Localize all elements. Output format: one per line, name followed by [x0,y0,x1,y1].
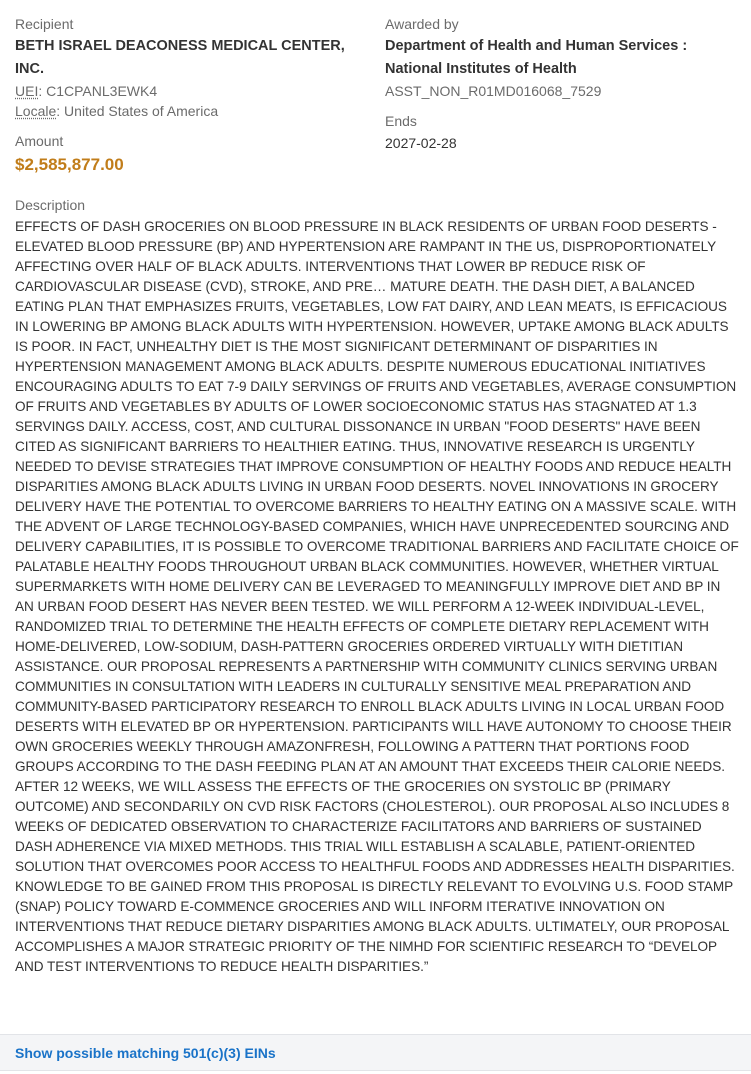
ends-label: Ends [385,113,417,129]
recipient-label: Recipient [15,16,74,32]
description-label: Description [15,197,86,213]
description-text: EFFECTS OF DASH GROCERIES ON BLOOD PRESSURE IN BLACK RESIDENTS OF URBAN FOOD DESERTS - ELEVATED BLOOD PRESSURE (BP) AND HYPERTENSION ARE RAMPANT IN THE US, DISPROPORTIONATELY AFFECTING OVER HALF OF BLACK ADULTS. INTERVENTIONS THAT LOWER BP REDUCE RISK OF CARDIOVASCULAR DISEASE (CVD), STROKE, AND PRE… MATURE DEATH. THE DASH DIET, A BALANCED EATING PLAN THAT EMPHASIZES FRUITS, VEGETABLES, LOW FAT DAIRY, AND LEAN MEATS, IS EFFICACIOUS IN LOWERING BP AMONG BLACK ADULTS WITH HYPERTENSION. HOWEVER, UPTAKE AMONG BLACK ADULTS IS POOR. IN FACT, UNHEALTHY DIET IS THE MOST SIGNIFICANT DETERMINANT OF DISPARITIES IN HYPERTENSION MANAGEMENT AMONG BLACK ADULTS. DESPITE NUMEROUS EDUCATIONAL INITIATIVES ENCOURAGING ADULTS TO EAT 7-9 DAILY SERVINGS OF FRUITS AND VEGETABLES, AVERAGE CONSUMPTION OF FRUITS AND VEGETABLES BY ADULTS OF LOWER SOCIOECONOMIC STATUS HAS STAGNATED AT 1.3 SERVINGS DAILY. ACCESS, COST, AND CULTURAL DISSONANCE IN URBAN "FOOD DESERTS" HAVE BEEN CITED AS SIGNIFICANT BARRIERS TO HEALTHIER EATING. THUS, INNOVATIVE RESEARCH IS URGENTLY NEEDED TO DEVISE STRATEGIES THAT IMPROVE CONSUMPTION OF HEALTHY FOODS AND REDUCE HEALTH DISPARITIES AMONG BLACK ADULTS LIVING IN URBAN FOOD DESERTS. NOVEL INNOVATIONS IN GROCERY DELIVERY HAVE THE POTENTIAL TO OVERCOME BARRIERS TO HEALTHY EATING ON A MASSIVE SCALE. WITH THE ADVENT OF LARGE TECHNOLOGY-BASED COMPANIES, WHICH HAVE UNPRECEDENTED SOURCING AND DELIVERY CAPABILITIES, IT IS POSSIBLE TO OVERCOME TRADITIONAL BARRIERS AND FACILITATE CHOICE OF PALATABLE HEALTHY FOODS THROUGHOUT URBAN BLACK COMMUNITIES. HOWEVER, WHETHER VIRTUAL SUPERMARKETS WITH HOME DELIVERY CAN BE LEVERAGED TO MEANINGFULLY IMPROVE DIET AND BP IN AN URBAN FOOD DESERT HAS NEVER BEEN TESTED. WE WILL PERFORM A 12-WEEK INDIVIDUAL-LEVEL, RANDOMIZED TRIAL TO DETERMINE THE HEALTH EFFECTS OF COMPLETE DIETARY REPLACEMENT WITH HOME-DELIVERED, LOW-SODIUM, DASH-PATTERN GROCERIES ORDERED VIRTUALLY WITH DIETITIAN ASSISTANCE. OUR PROPOSAL REPRESENTS A PARTNERSHIP WITH COMMUNITY CLINICS SERVING URBAN COMMUNITIES IN CONSULTATION WITH LEADERS IN CULTURALLY SENSITIVE MEAL PREPARATION AND COMMUNITY-BASED PARTICIPATORY RESEARCH TO ENROLL BLACK ADULTS LIVING IN LOCAL URBAN FOOD DESERTS WITH ELEVATED BP OR HYPERTENSION. PARTICIPANTS WILL HAVE AUTONOMY TO CHOOSE THEIR OWN GROCERIES WEEKLY THROUGH AMAZONFRESH, FOLLOWING A PATTERN THAT PORTIONS FOOD GROUPS ACCORDING TO THE DASH FEEDING PLAN AT AN AMOUNT THAT EXCEEDS THEIR CALORIE NEEDS. AFTER 12 WEEKS, WE WILL ASSESS THE EFFECTS OF THE GROCERIES ON SYSTOLIC BP (PRIMARY OUTCOME) AND SECONDARILY ON CVD RISK FACTORS (CHOLESTEROL). OUR PROPOSAL ALSO INCLUDES 8 WEEKS OF DEDICATED OBSERVATION TO CHARACTERIZE FACILITATORS AND BARRIERS OF SUSTAINED DASH ADHERENCE VIA MIXED METHODS. THIS TRIAL WILL ESTABLISH A SCALABLE, PATIENT-ORIENTED SOLUTION THAT OVERCOMES POOR ACCESS TO HEALTHFUL FOODS AND ADDRESSES HEALTH DISPARITIES. KNOWLEDGE TO BE GAINED FROM THIS PROPOSAL IS DIRECTLY RELEVANT TO EVOLVING U.S. FOOD STAMP (SNAP) POLICY TOWARD E-COMMENCE GROCERIES AND WILL INFORM ITERATIVE INNOVATION ON INTERVENTIONS THAT REDUCE DIETARY DISPARITIES AMONG BLACK ADULTS. ULTIMATELY, OUR PROPOSAL ACCOMPLISHES A MAJOR STRATEGIC PRIORITY OF THE NIMHD FOR SCIENTIFIC RESEARCH TO “DEVELOP AND TEST INTERVENTIONS TO REDUCE HEALTH DISPARITIES.” [15,219,739,974]
recipient-section [15,14,370,178]
uei-value: : C1CPANL3EWK4 [38,83,158,99]
description-section [15,195,741,977]
ein-footer-bar [0,1034,751,1071]
locale-abbr: Locale [15,103,57,119]
awarding-agency: Department of Health and Human Services : National Institutes of Health [385,38,688,77]
uei-line [15,81,370,101]
uei-abbr: UEI [15,83,39,99]
show-eins-link[interactable]: Show possible matching 501(c)(3) EINs [15,1045,276,1061]
award-id: ASST_NON_R01MD016068_7529 [385,83,602,99]
amount-label: Amount [15,133,64,149]
recipient-name: BETH ISRAEL DEACONESS MEDICAL CENTER, INC. [15,38,345,77]
locale-value: : United States of America [56,103,219,119]
awarded-by-section [385,14,740,153]
locale-line [15,101,370,121]
ends-value: 2027-02-28 [385,135,457,151]
awarded-by-label: Awarded by [385,16,459,32]
amount-value: $2,585,877.00 [15,155,124,174]
